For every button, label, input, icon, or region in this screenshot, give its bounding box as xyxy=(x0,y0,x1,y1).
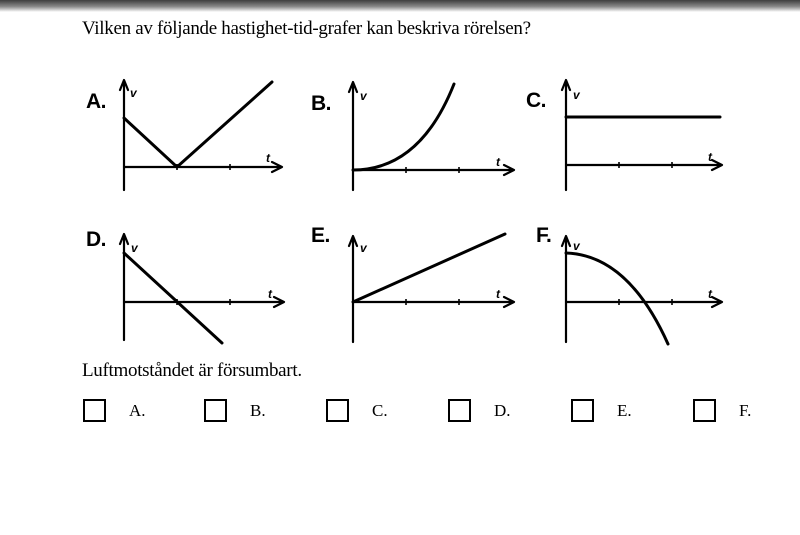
option-a-checkbox[interactable] xyxy=(83,399,106,422)
question-text: Vilken av följande hastighet-tid-grafer kan beskriva rörelsen? xyxy=(82,18,531,39)
graph-d-x-axis xyxy=(124,297,284,307)
graph-d xyxy=(120,234,284,343)
option-b-label: B. xyxy=(250,401,266,420)
graph-e-y-axis xyxy=(349,236,357,342)
graph-label-f: F. xyxy=(536,224,552,247)
graph-label-d: D. xyxy=(86,228,106,251)
graph-c xyxy=(562,80,722,190)
graph-d-curve xyxy=(124,253,222,343)
graph-b-y-axis xyxy=(349,82,357,190)
graph-a-x-axis xyxy=(124,162,282,172)
graph-a-t-label: t xyxy=(266,151,270,165)
graph-label-c: C. xyxy=(526,89,546,112)
graph-f-curve xyxy=(566,253,668,344)
graph-e-v-label: v xyxy=(360,241,367,255)
graph-e-x-axis xyxy=(353,297,514,307)
graph-d-v-label: v xyxy=(131,241,138,255)
graph-c-y-axis xyxy=(562,80,570,190)
graph-a-v-label: v xyxy=(130,86,137,100)
graph-e-curve xyxy=(353,234,505,302)
graph-f xyxy=(562,236,722,344)
graph-a xyxy=(120,80,282,190)
graph-d-y-axis xyxy=(120,234,128,340)
air-resistance-note: Luftmotståndet är försumbart. xyxy=(82,360,302,381)
graph-a-curve xyxy=(124,82,272,167)
graph-c-t-label: t xyxy=(708,150,712,164)
option-c-checkbox[interactable] xyxy=(326,399,349,422)
option-f-label: F. xyxy=(739,401,752,420)
graph-c-x-axis xyxy=(566,160,722,170)
graph-e-t-label: t xyxy=(496,287,500,301)
graph-d-t-label: t xyxy=(268,287,272,301)
option-d-checkbox[interactable] xyxy=(448,399,471,422)
option-d-label: D. xyxy=(494,401,511,420)
graph-b-curve xyxy=(353,84,454,170)
option-e-checkbox[interactable] xyxy=(571,399,594,422)
graph-e xyxy=(349,234,514,342)
graph-b-v-label: v xyxy=(360,89,367,103)
graph-label-e: E. xyxy=(311,224,330,247)
graph-label-a: A. xyxy=(86,90,106,113)
graph-label-b: B. xyxy=(311,92,331,115)
graph-b-t-label: t xyxy=(496,155,500,169)
graph-f-t-label: t xyxy=(708,287,712,301)
graph-b xyxy=(349,82,514,190)
graph-a-y-axis xyxy=(120,80,128,190)
option-a-label: A. xyxy=(129,401,146,420)
option-c-label: C. xyxy=(372,401,388,420)
option-f-checkbox[interactable] xyxy=(693,399,716,422)
graph-c-v-label: v xyxy=(573,88,580,102)
graph-f-v-label: v xyxy=(573,239,580,253)
option-e-label: E. xyxy=(617,401,632,420)
option-b-checkbox[interactable] xyxy=(204,399,227,422)
